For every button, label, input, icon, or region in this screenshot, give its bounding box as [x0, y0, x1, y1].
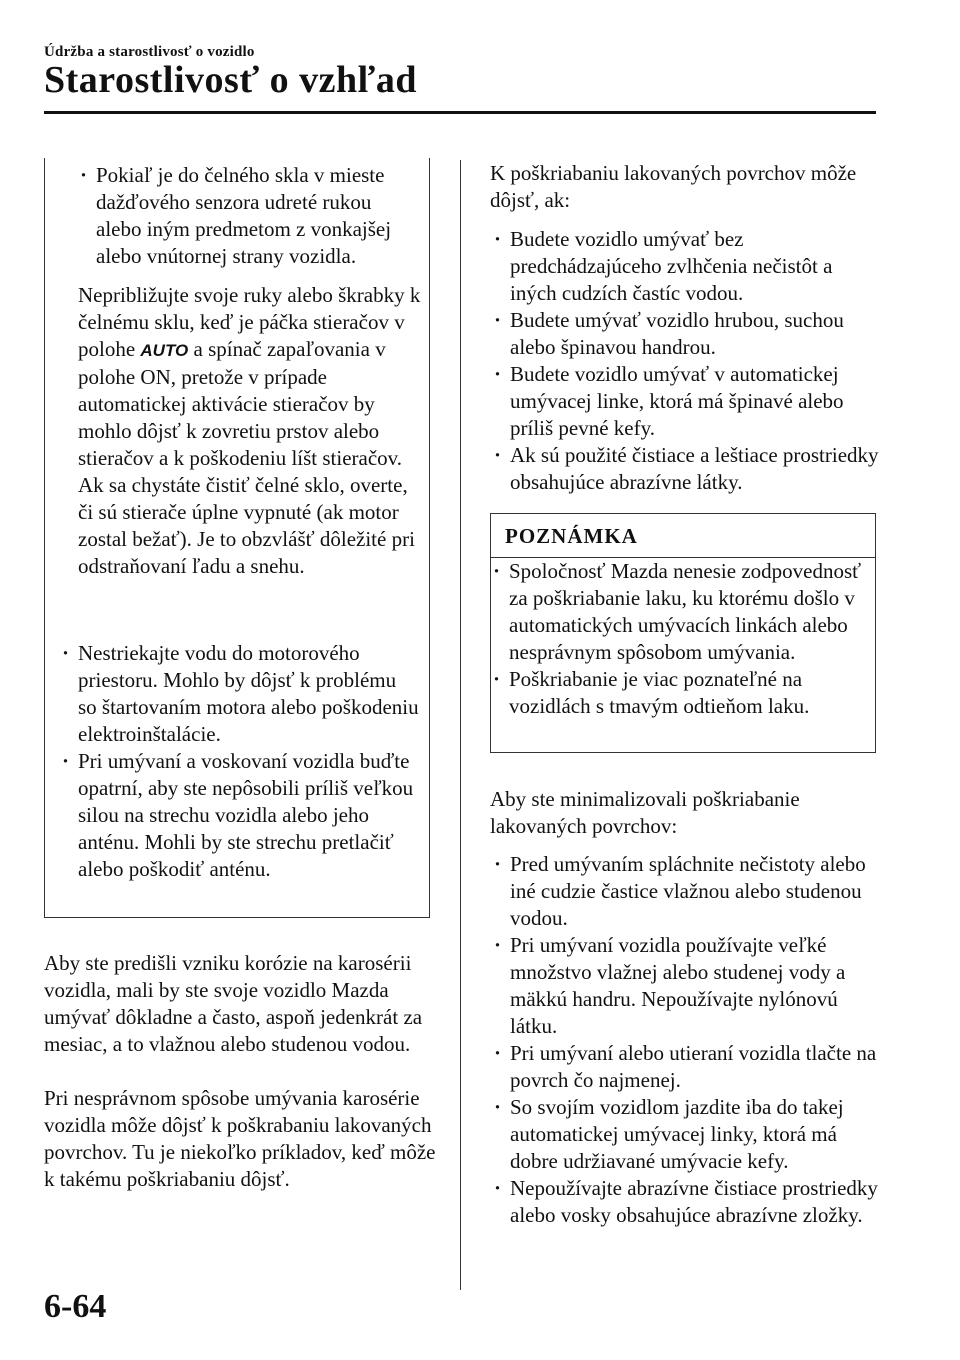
- left-body-text: [44, 950, 444, 1193]
- list-item: · Budete vozidlo umývať bez predchádzajúceho zvlhčenia nečistôt a iných cudzích častíc vodou.: [492, 226, 882, 307]
- note-heading: POZNÁMKA: [491, 514, 875, 558]
- list-item: · Pred umývaním spláchnite nečistoty alebo iné cudzie častice vlažnou alebo studenou vodou.: [492, 851, 882, 932]
- scratch-intro: K poškriabaniu lakovaných povrchov môže dôjsť, ak:: [490, 161, 857, 212]
- note-box: [490, 513, 876, 753]
- page-number: 6-64: [44, 1288, 107, 1325]
- warning-top-bullets: [78, 162, 418, 270]
- list-item: · Spoločnosť Mazda nenesie zodpovednosť za poškriabanie laku, ku ktorému došlo v automatických umývacích linkách alebo nesprávnym spôsobom umývania.: [491, 558, 875, 666]
- corrosion-paragraph: Aby ste predišli vzniku korózie na karosérii vozidla, mali by ste svoje vozidlo Mazda umývať dôkladne a často, aspoň jedenkrát za mesiac, a to vlažnou alebo studenou vodou.: [44, 951, 423, 1056]
- list-item: · Nestriekajte vodu do motorového priestoru. Mohlo by dôjsť k problému so štartovaním motora alebo poškodeniu elektroinštalácie.: [60, 640, 420, 748]
- list-item: · Budete vozidlo umývať v automatickej umývacej linke, ktorá má špinavé alebo príliš pevné kefy.: [492, 361, 882, 442]
- scratch-paragraph: Pri nesprávnom spôsobe umývania karosérie vozidla môže dôjsť k poškrabaniu lakovaných povrchov. Tu je niekoľko príkladov, keď môže k takému poškriabaniu dôjsť.: [44, 1086, 436, 1191]
- title-rule: [44, 111, 876, 114]
- list-item: · Pri umývaní alebo utieraní vozidla tlačte na povrch čo najmenej.: [492, 1040, 882, 1094]
- auto-position-icon: AUTO: [140, 341, 189, 360]
- list-item: · Pokiaľ je do čelného skla v mieste dažďového senzora udreté rukou alebo iným predmetom z vonkajšej alebo vnútornej strany vozidla.: [78, 162, 418, 270]
- list-item: · Pri umývaní vozidla používajte veľké množstvo vlažnej alebo studenej vody a mäkkú handru. Nepoužívajte nylónovú látku.: [492, 932, 882, 1040]
- list-item: · Nepoužívajte abrazívne čistiace prostriedky alebo vosky obsahujúce abrazívne zložky.: [492, 1175, 882, 1229]
- minimize-tips-list: [492, 851, 882, 1229]
- wiper-paragraph: [78, 282, 423, 472]
- list-item: · So svojím vozidlom jazdite iba do takej automatickej umývacej linky, ktorá má dobre udržiavané umývacie kefy.: [492, 1094, 882, 1175]
- wiper-text-after: a spínač zapaľovania v polohe ON, pretože v prípade automatickej aktivácie stieračov by mohlo dôjsť k zovretiu prstov alebo stieračov a k poškodeniu líšt stieračov.: [78, 337, 403, 470]
- note-list: [491, 558, 875, 720]
- page-title: Starostlivosť o vzhľad: [44, 59, 418, 101]
- warning-bullets: [60, 640, 420, 883]
- scratch-causes-list: [492, 226, 882, 496]
- column-divider: [460, 160, 461, 1290]
- windshield-clean-paragraph: Ak sa chystáte čistiť čelné sklo, overte, či sú stierače úplne vypnuté (ak motor zostal bežať). Je to obzvlášť dôležité pri odstraňovaní ľadu a snehu.: [78, 473, 415, 578]
- wiper-text-before: Nepribližujte svoje ruky alebo škrabky k čelnému sklu, keď je páčka stieračov v polohe: [78, 283, 421, 361]
- list-item: · Ak sú použité čistiace a leštiace prostriedky obsahujúce abrazívne látky.: [492, 442, 882, 496]
- warning-paragraph: [78, 282, 423, 580]
- list-item: · Poškriabanie je viac poznateľné na vozidlách s tmavým odtieňom laku.: [491, 666, 875, 720]
- list-item: · Pri umývaní a voskovaní vozidla buďte opatrní, aby ste nepôsobili príliš veľkou silou na strechu vozidla alebo jeho anténu. Mohli by ste strechu pretlačiť alebo poškodiť anténu.: [60, 748, 420, 883]
- breadcrumb: Údržba a starostlivosť o vozidlo: [44, 44, 255, 60]
- minimize-intro: Aby ste minimalizovali poškriabanie lakovaných povrchov:: [490, 787, 800, 838]
- list-item: · Budete umývať vozidlo hrubou, suchou alebo špinavou handrou.: [492, 307, 882, 361]
